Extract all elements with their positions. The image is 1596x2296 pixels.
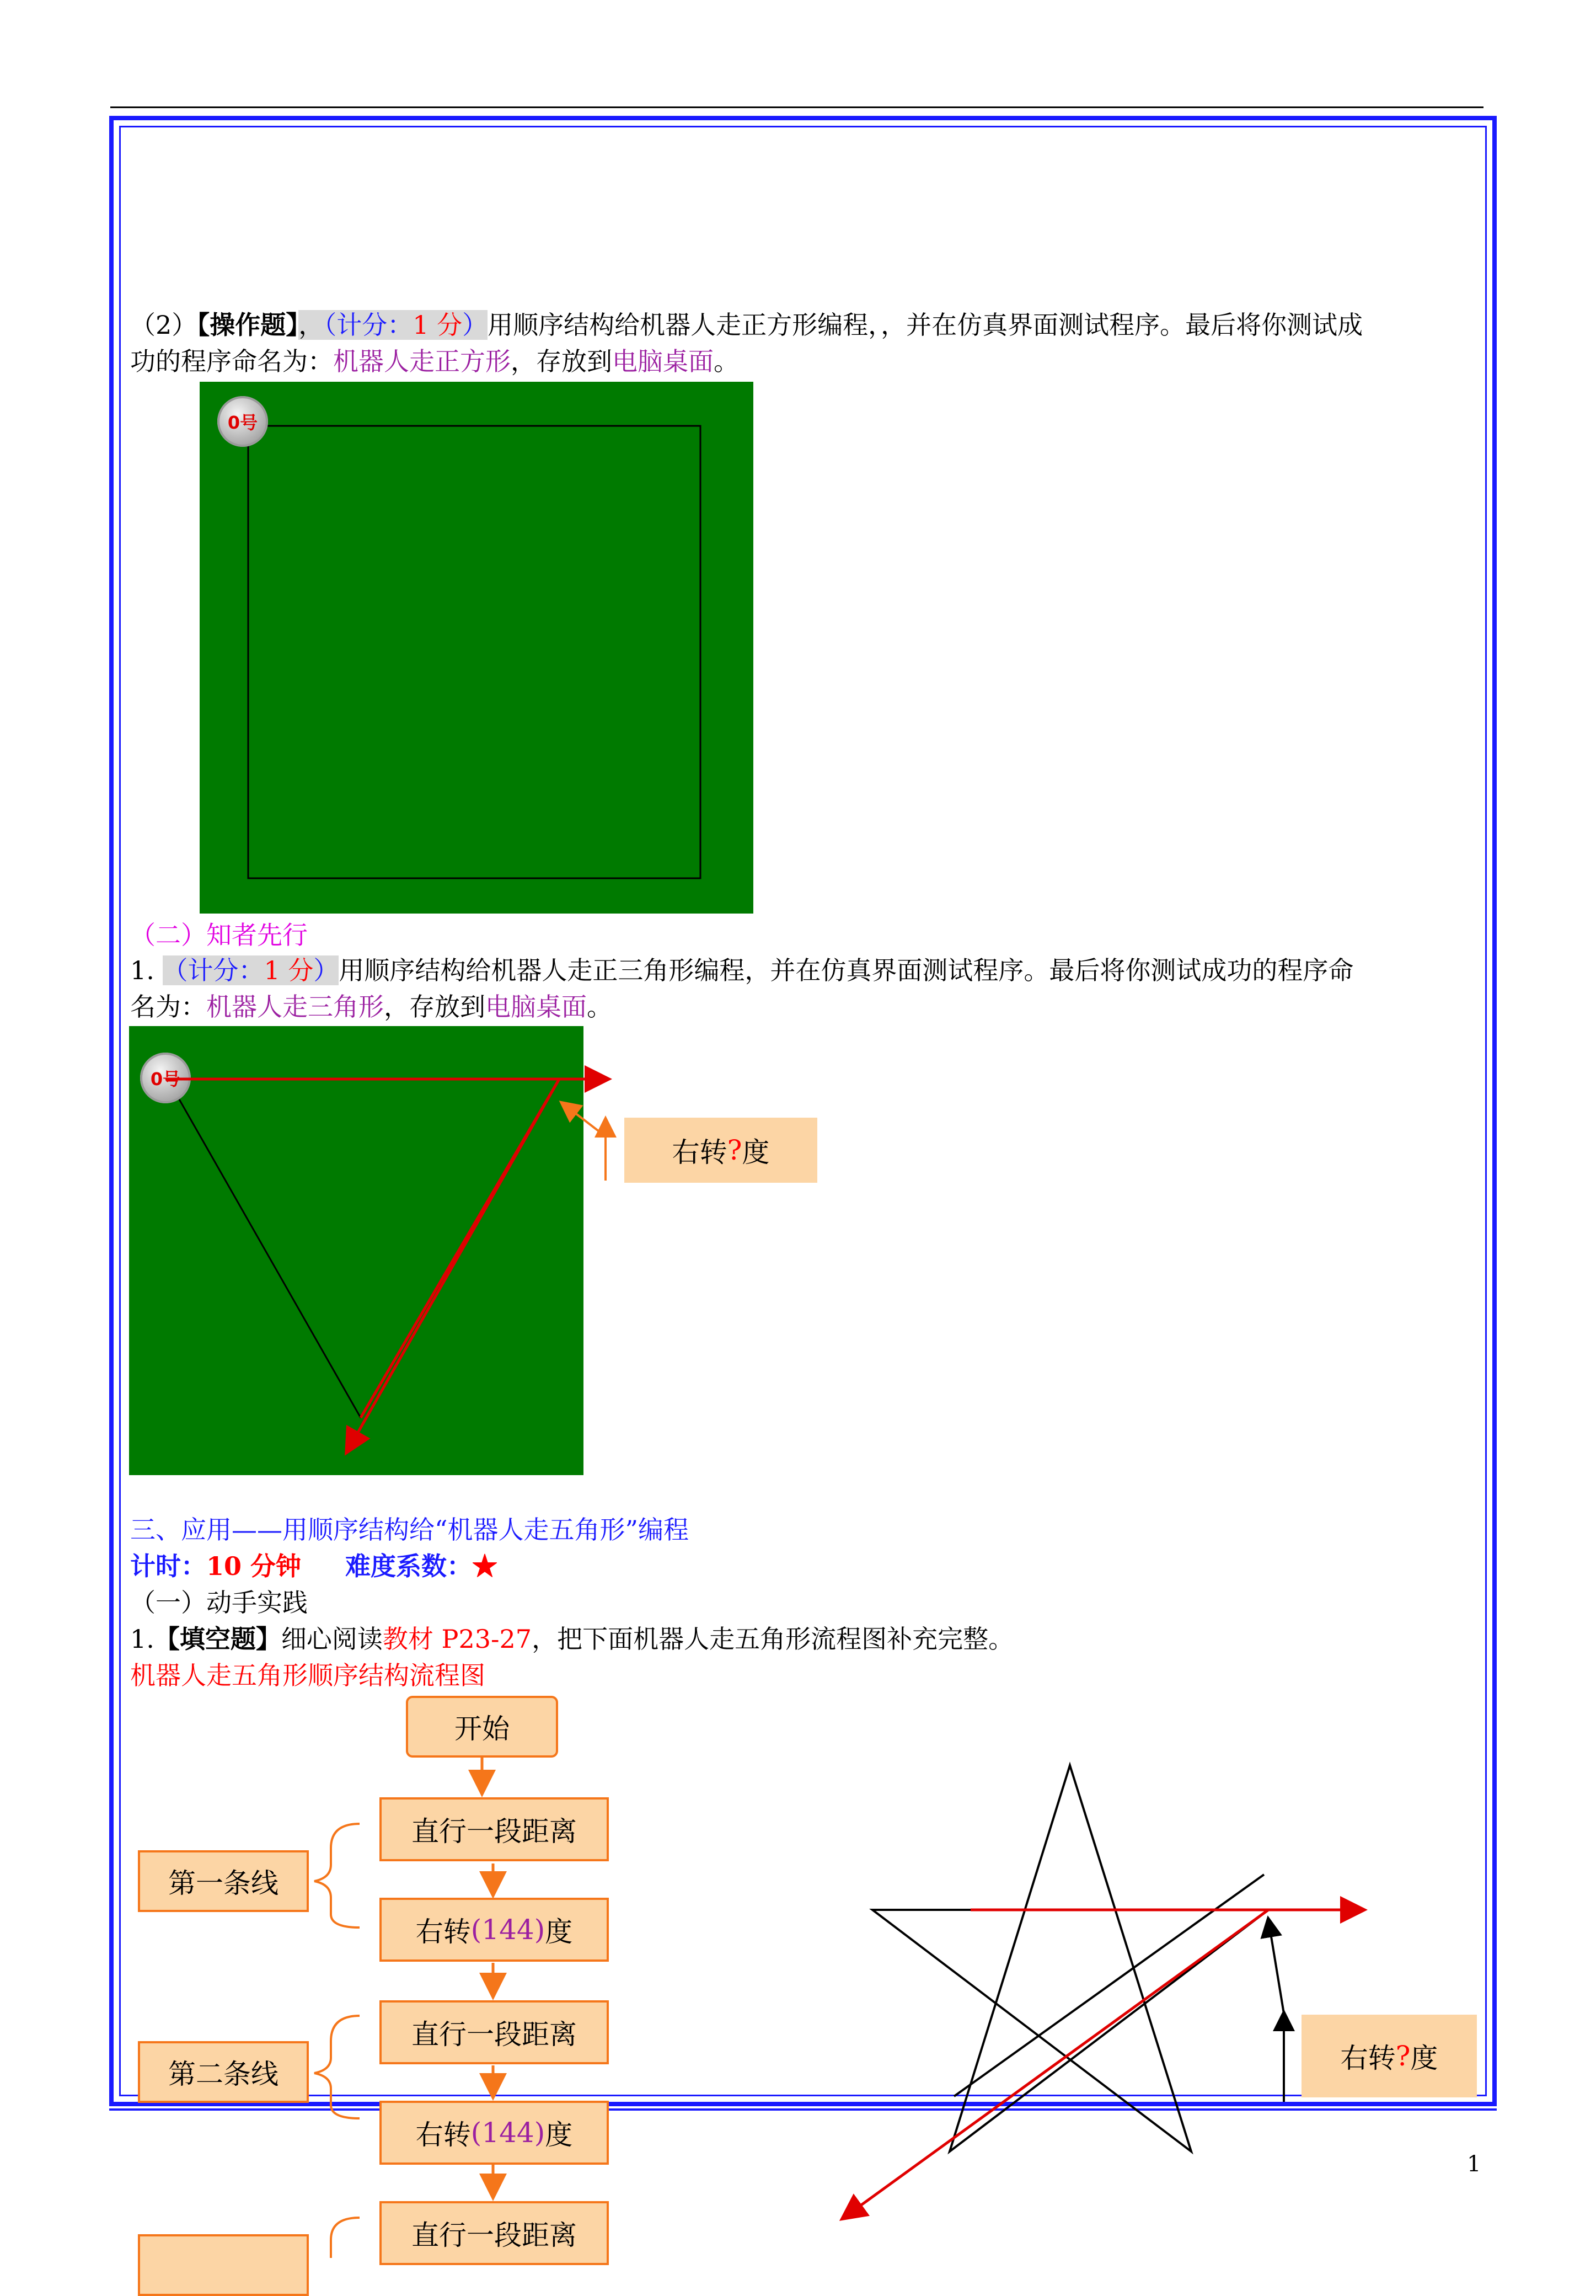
turn-value: (144) <box>470 2117 545 2149</box>
unknown-mark: ? <box>1395 2040 1411 2072</box>
question-text: 细心阅读 <box>281 1624 383 1654</box>
angle-indicator <box>563 1103 606 1136</box>
brace <box>314 1824 360 1927</box>
score-close: ） <box>313 955 339 985</box>
degree-label: 度 <box>742 1136 770 1168</box>
robot-icon: 0号 <box>140 1053 191 1103</box>
section3-meta <box>130 1548 497 1584</box>
score-label: 计分： <box>336 310 413 340</box>
flow-turn <box>379 1898 609 1962</box>
turn-value: (144) <box>470 1914 545 1946</box>
question-text: 并在仿真界面测试程序。最后将你测试成 <box>906 310 1363 340</box>
score-close: ） <box>462 310 488 340</box>
q-fill-line <box>130 1621 1014 1657</box>
flowchart-title: 机器人走五角形顺序结构流程图 <box>130 1660 485 1690</box>
return-arrow <box>347 1079 559 1451</box>
degree-label: 度 <box>545 2119 573 2151</box>
star-path <box>872 1765 1268 2151</box>
textbook-ref: 教材 P23 <box>382 1624 491 1654</box>
flow-turn <box>379 2101 609 2165</box>
flow-go-straight: 直行一段距离 <box>379 1797 609 1861</box>
page-number: 1 <box>1467 2151 1481 2177</box>
flow-group-line1: 第一条线 <box>138 1850 309 1912</box>
degree-label: 度 <box>545 1916 573 1948</box>
angle-indicator <box>1268 1920 1284 2014</box>
flow-start: 开始 <box>406 1696 558 1758</box>
timing-label: 计时： <box>130 1551 206 1581</box>
score-value: 1 分 <box>413 310 463 340</box>
question-text: ，把下面机器人走五角形流程图补充完整。 <box>532 1624 1014 1654</box>
flow-group-line2: 第二条线 <box>138 2041 309 2103</box>
turn-degree-box <box>624 1118 817 1183</box>
question-text: ，存放到 <box>511 346 612 376</box>
question-text: 。 <box>587 992 612 1022</box>
score-label: 计分： <box>188 955 264 985</box>
subsection-dong: （一）动手实践 <box>130 1588 308 1617</box>
save-location: 电脑桌面 <box>485 992 587 1022</box>
difficulty-star-icon: ★ <box>472 1551 498 1581</box>
turn-label: 右转 <box>415 2119 471 2151</box>
difficulty-label: 难度系数： <box>345 1551 473 1581</box>
question-text: ，存放到 <box>384 992 485 1022</box>
score-open: （ <box>324 310 337 340</box>
turn-degree-box <box>1302 2015 1477 2097</box>
turn-label: 右转 <box>672 1136 727 1168</box>
brace <box>314 2016 360 2118</box>
question-text: 用顺序结构给机器人走正三角形编程，并在仿真界面测试程序。最后将你测试成功的程序命 <box>339 955 1354 985</box>
flow-go-straight: 直行一段距离 <box>379 2000 609 2064</box>
return-arrow <box>844 1910 1268 2218</box>
flow-go-straight: 直行一段距离 <box>379 2201 609 2265</box>
score-value: 1 分 <box>264 955 314 985</box>
question-number: 1. <box>130 955 154 985</box>
subsection-zhi: （二）知者先行 <box>130 920 308 950</box>
flow-group-line3 <box>138 2234 309 2296</box>
mark: ， <box>881 310 907 340</box>
score-open: （ <box>162 955 188 985</box>
question-tag: 【操作题】 <box>197 310 299 340</box>
question-tag: 【填空题】 <box>154 1624 281 1654</box>
question-text: 功的程序命名为： <box>130 346 333 376</box>
turn-label: 右转 <box>415 1916 471 1948</box>
section3-title: 三、应用——用顺序结构给“机器人走五角形”编程 <box>130 1515 689 1545</box>
unknown-mark: ? <box>727 1134 742 1166</box>
robot-icon: 0号 <box>217 396 268 447</box>
question-text: 。 <box>714 346 739 376</box>
file-name: 机器人走三角形 <box>206 992 384 1022</box>
textbook-ref: -27 <box>491 1624 532 1654</box>
question-number: 1. <box>130 1624 154 1654</box>
file-name: 机器人走正方形 <box>333 346 511 376</box>
timing-value: 10 分钟 <box>206 1551 302 1581</box>
save-location: 电脑桌面 <box>612 346 714 376</box>
mark: ， <box>298 310 324 340</box>
question-number: （2） <box>130 310 197 340</box>
turn-label: 右转 <box>1340 2042 1396 2074</box>
brace <box>331 2218 360 2258</box>
question-text: 用顺序结构给机器人走正方形编程， <box>488 310 881 340</box>
degree-label: 度 <box>1410 2042 1438 2074</box>
question-text: 名为： <box>130 992 206 1022</box>
